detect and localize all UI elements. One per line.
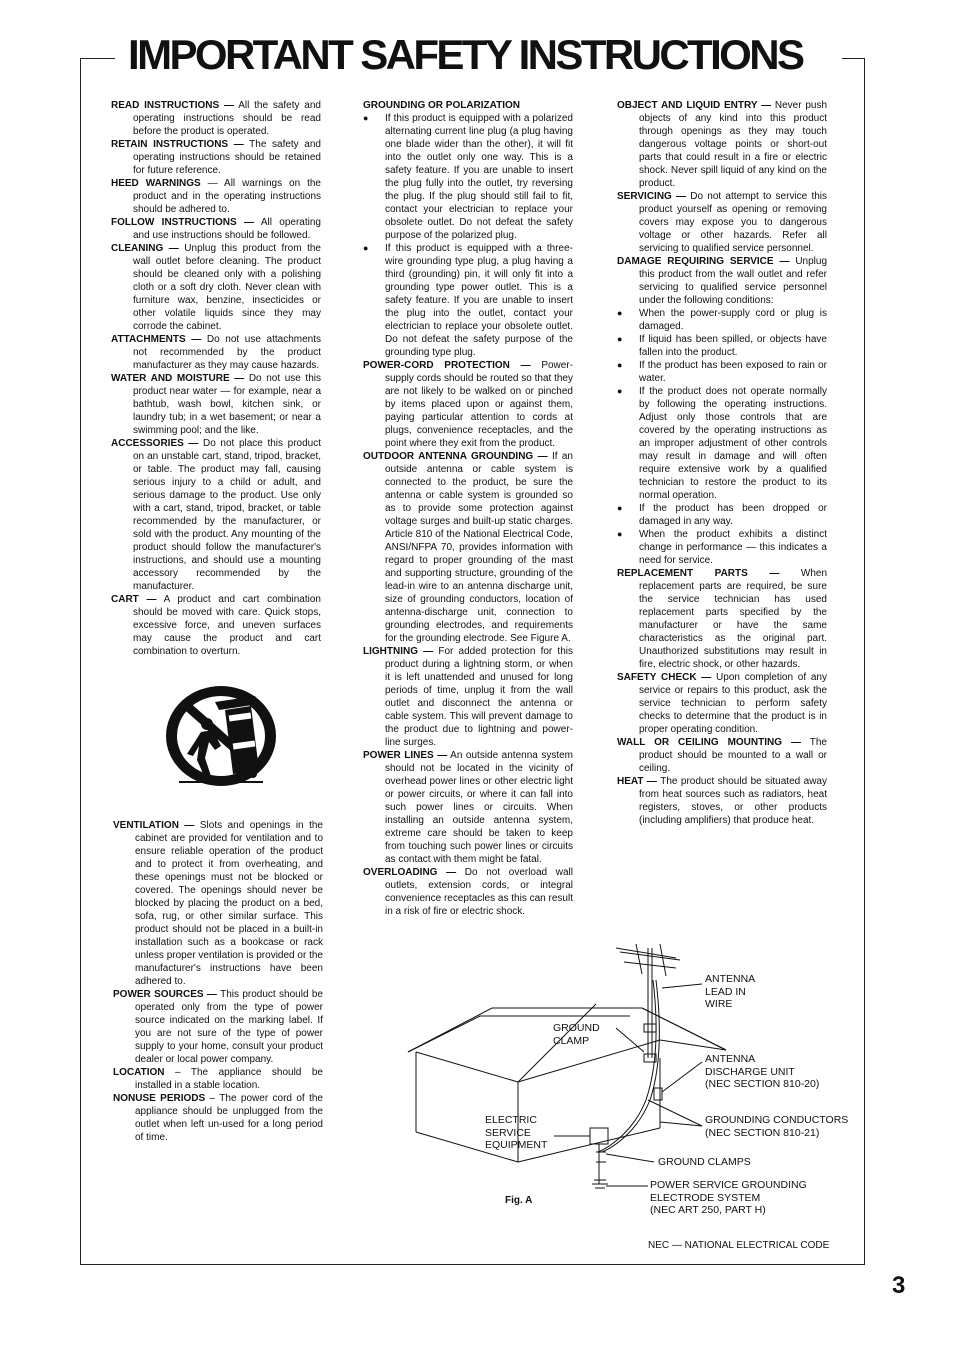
- section-power-lines: POWER LINES — An outside antenna system should not be located in the vicinity of overhead power lines or other electric light or power circuits, or where it can fall into such power lines or circuits. When installing an outside antenna system, extreme care should be taken to keep from touching such power lines or circuits as contact with them might be fatal.: [363, 750, 573, 865]
- section-grounding-title: GROUNDING OR POLARIZATION: [363, 100, 521, 111]
- grounding-bullet: ● If this product is equipped with a three-wire grounding type plug, a plug having a third (grounding) pin, it will only fit into a grounding type power outlet. This is a safety feature. If you are unable to insert the plug into the outlet, contact your electrician to replace your obsolete outlet. Do not defeat the safety purpose of the grounding type plug.: [363, 242, 573, 359]
- damage-bullet: ● If the product has been dropped or damaged in any way.: [617, 502, 827, 528]
- damage-bullet: ● If the product has been exposed to rain or water.: [617, 359, 827, 385]
- section-outdoor-antenna-grounding: OUTDOOR ANTENNA GROUNDING — If an outside antenna or cable system is connected to the product, be sure the antenna or cable system is grounded so as to provide some protection against voltage surges and built-up static charges. Article 810 of the National Electrical Code, ANSI/NFPA 70, provides information with regard to proper grounding of the mast and supporting structure, grounding of the lead-in wire to an antenna discharge unit, size of grounding conductors, location of antenna-discharge unit, connection to grounding electrodes, and requirements for the grounding electrode. See Figure A.: [363, 451, 573, 644]
- section-heat: HEAT — The product should be situated away from heat sources such as radiators, heat registers, stoves, or other products (including amplifiers) that produce heat.: [617, 776, 827, 826]
- section-accessories: ACCESSORIES — Do not place this product on an unstable cart, stand, tripod, bracket, or table. The product may fall, causing serious injury to a child or adult, and serious damage to the product. Use only with a cart, stand, tripod, bracket, or table recommended by the manufacturer, or sold with the product. Any mounting of the product should follow the manufacturer's instructions, and should use a mounting accessory recommended by the manufacturer.: [111, 438, 321, 592]
- section-power-sources: POWER SOURCES — This product should be operated only from the type of power source indicated on the marking label. If you are not sure of the type of power supply to your home, consult your product dealer or local power company.: [113, 989, 323, 1065]
- damage-bullet: ● If the product does not operate normally by following the operating instructions. Adjust only those controls that are covered by the operating instructions as an improper adjustment of other controls may result in damage and will often require extensive work by a qualified technician to restore the product to its normal operation.: [617, 385, 827, 502]
- frame-top-right: [842, 58, 865, 59]
- section-servicing: SERVICING — Do not attempt to service this product yourself as opening or removing covers may expose you to dangerous voltage or other hazards. Refer all servicing to qualified service personnel.: [617, 191, 828, 254]
- section-lightning: LIGHTNING — For added protection for this product during a lightning storm, or when it is left unattended and unused for long periods of time, unplug it from the wall outlet and disconnect the antenna or cable system. This will prevent damage to the product due to lightning and power-line surges.: [363, 646, 573, 748]
- damage-bullet: ● When the power-supply cord or plug is damaged.: [617, 307, 827, 333]
- section-read-instructions: READ INSTRUCTIONS — All the safety and operating instructions should be read before the product is operated.: [111, 100, 321, 137]
- frame-left: [80, 58, 81, 1265]
- grounding-conductors-label: GROUNDING CONDUCTORS (NEC SECTION 810-21): [705, 1114, 849, 1139]
- section-safety-check: SAFETY CHECK — Upon completion of any service or repairs to this product, ask the service technician to perform safety checks to determine that the product is in proper operating condition.: [617, 672, 827, 735]
- ground-clamp-label: GROUND CLAMP: [553, 1022, 600, 1047]
- power-service-label: POWER SERVICE GROUNDING ELECTRODE SYSTEM (NEC ART 250, PART H): [650, 1179, 807, 1216]
- ground-clamps-label: GROUND CLAMPS: [658, 1156, 751, 1168]
- column-3: [617, 99, 827, 827]
- page-number: 3: [892, 1272, 906, 1299]
- section-location: LOCATION – The appliance should be installed in a stable location.: [113, 1067, 323, 1091]
- figure-caption: Fig. A: [505, 1195, 533, 1206]
- section-attachments: ATTACHMENTS — Do not use attachments not recommended by the product manufacturer as they may cause hazards.: [111, 334, 321, 371]
- section-retain-instructions: RETAIN INSTRUCTIONS — The safety and operating instructions should be retained for future reference.: [111, 139, 321, 176]
- section-object-liquid-entry: OBJECT AND LIQUID ENTRY — Never push objects of any kind into this product through openings as they may touch dangerous voltage points or short-out parts that could result in a fire or electric shock. Never spill liquid of any kind on the product.: [617, 100, 827, 189]
- section-water-moisture: WATER AND MOISTURE — Do not use this product near water — for example, near a bathtub, wash bowl, kitchen sink, or laundry tub; in a wet basement; or near a swimming pool; and the like.: [111, 373, 321, 436]
- column-1: [111, 99, 321, 658]
- frame-right: [864, 58, 865, 1265]
- electric-service-label: ELECTRIC SERVICE EQUIPMENT: [485, 1114, 548, 1151]
- section-power-cord-protection: POWER-CORD PROTECTION — Power-supply cords should be routed so that they are not likely to be walked on or pinched by items placed upon or against them, paying particular attention to cords at plugs, convenience receptacles, and the point where they exit from the product.: [363, 360, 574, 449]
- section-cart: CART — A product and cart combination should be moved with care. Quick stops, excessive force, and uneven surfaces may cause the product and cart combination to overturn.: [111, 594, 321, 657]
- section-nonuse-periods: NONUSE PERIODS – The power cord of the appliance should be unplugged from the outlet when left un-used for a long period of time.: [113, 1093, 323, 1143]
- section-overloading: OVERLOADING — Do not overload wall outlets, extension cords, or integral convenience receptacles as this can result in a risk of fire or electric shock.: [363, 867, 573, 917]
- frame-bottom: [80, 1264, 865, 1265]
- frame-top-left: [80, 58, 115, 59]
- section-cleaning: CLEANING — Unplug this product from the wall outlet before cleaning. The product should be cleaned only with a polishing cloth or a soft dry cloth. Never clean with furniture wax, benzine, insecticides or other volatile liquids since they may corrode the cabinet.: [111, 243, 321, 332]
- nec-note: NEC — NATIONAL ELECTRICAL CODE: [648, 1240, 830, 1251]
- antenna-lead-label: ANTENNA LEAD IN WIRE: [705, 973, 756, 1010]
- discharge-unit-label: ANTENNA DISCHARGE UNIT (NEC SECTION 810-20): [705, 1053, 820, 1090]
- column-2: [363, 99, 573, 918]
- page-title: IMPORTANT SAFETY INSTRUCTIONS: [128, 31, 803, 78]
- grounding-bullet: ● If this product is equipped with a polarized alternating current line plug (a plug having one blade wider than the other), it will fit into the outlet only one way. This is a safety feature. If you are unable to insert the plug fully into the outlet, try reversing the plug. If the plug should still fail to fit, contact your electrician to replace your obsolete outlet. Do not defeat the safety purpose of the polarized plug.: [363, 112, 573, 242]
- section-damage-requiring-service: DAMAGE REQUIRING SERVICE — Unplug this product from the wall outlet and refer servicing to qualified service personnel under the following conditions:: [617, 256, 828, 306]
- damage-bullet: ● When the product exhibits a distinct change in performance — this indicates a need for service.: [617, 528, 827, 567]
- section-follow-instructions: FOLLOW INSTRUCTIONS — All operating and use instructions should be followed.: [111, 217, 321, 241]
- damage-bullet: ● If liquid has been spilled, or objects have fallen into the product.: [617, 333, 827, 359]
- cart-warning-icon: [163, 684, 279, 788]
- section-heed-warnings: HEED WARNINGS — All warnings on the product and in the operating instructions should be adhered to.: [111, 178, 321, 215]
- section-ventilation: VENTILATION — Slots and openings in the cabinet are provided for ventilation and to ensure reliable operation of the product and to protect it from overheating, and these openings must not be blocked or covered. The openings should never be blocked by placing the product on a bed, sofa, rug, or other similar surface. This product should not be placed in a built-in installation such as a bookcase or rack unless proper ventilation is provided or the manufacturer's instructions have been adhered to.: [113, 820, 323, 987]
- column-1-lower: [113, 819, 323, 1144]
- section-wall-ceiling-mounting: WALL OR CEILING MOUNTING — The product should be mounted to a wall or ceiling.: [617, 737, 827, 774]
- section-replacement-parts: REPLACEMENT PARTS — When replacement parts are required, be sure the service technician has used replacement parts specified by the manufacturer or have the same characteristics as the original part. Unauthorized substitutions may result in fire, electric shock, or other hazards.: [617, 568, 828, 670]
